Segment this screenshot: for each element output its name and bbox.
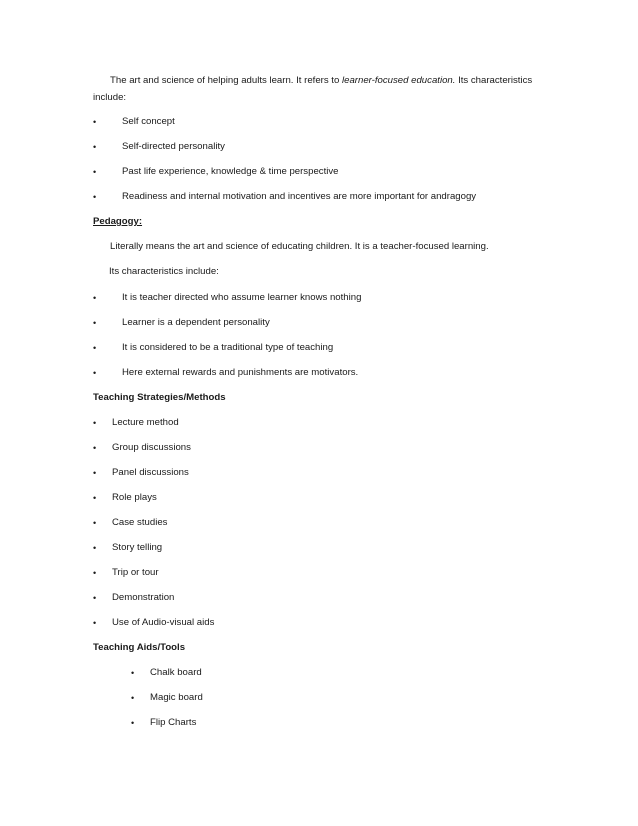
bullet-icon: •	[93, 618, 97, 628]
bullet-icon: •	[93, 493, 97, 503]
intro-text-start: The art and science of helping adults learn. It refers to	[110, 75, 342, 86]
strategy-item: Trip or tour	[112, 567, 159, 578]
bullet-icon: •	[93, 518, 97, 528]
bullet-icon: •	[131, 693, 135, 703]
pedagogy-item: It is teacher directed who assume learner knows nothing	[122, 292, 362, 303]
pedagogy-heading: Pedagogy:	[93, 216, 143, 227]
bullet-icon: •	[93, 568, 97, 578]
strategy-item: Group discussions	[112, 442, 191, 453]
intro-paragraph-line1	[110, 75, 532, 87]
andragogy-item: Past life experience, knowledge & time perspective	[122, 166, 339, 177]
bullet-icon: •	[93, 468, 97, 478]
bullet-icon: •	[131, 668, 135, 678]
aid-item: Chalk board	[150, 667, 202, 678]
aids-heading: Teaching Aids/Tools	[93, 642, 186, 653]
andragogy-item: Readiness and internal motivation and incentives are more important for andragogy	[122, 191, 477, 202]
strategy-item: Panel discussions	[112, 467, 189, 478]
bullet-icon: •	[93, 543, 97, 553]
bullet-icon: •	[93, 142, 97, 152]
pedagogy-item: Learner is a dependent personality	[122, 317, 270, 328]
bullet-icon: •	[93, 343, 97, 353]
strategy-item: Demonstration	[112, 592, 175, 603]
aid-item: Magic board	[150, 692, 203, 703]
bullet-icon: •	[131, 718, 135, 728]
pedagogy-item: Here external rewards and punishments are motivators.	[122, 367, 359, 378]
bullet-icon: •	[93, 318, 97, 328]
strategy-item: Role plays	[112, 492, 157, 503]
bullet-icon: •	[93, 418, 97, 428]
andragogy-item: Self-directed personality	[122, 141, 225, 152]
bullet-icon: •	[93, 593, 97, 603]
strategy-item: Lecture method	[112, 417, 179, 428]
pedagogy-char-intro: Its characteristics include:	[109, 266, 219, 277]
strategy-item: Case studies	[112, 517, 168, 528]
pedagogy-definition: Literally means the art and science of educating children. It is a teacher-focused learning.	[110, 241, 489, 252]
bullet-icon: •	[93, 368, 97, 378]
bullet-icon: •	[93, 293, 97, 303]
intro-paragraph-line2: include:	[93, 92, 127, 103]
bullet-icon: •	[93, 117, 97, 127]
strategy-item: Story telling	[112, 542, 163, 553]
pedagogy-item: It is considered to be a traditional type of teaching	[122, 342, 334, 353]
bullet-icon: •	[93, 192, 97, 202]
bullet-icon: •	[93, 167, 97, 177]
andragogy-item: Self concept	[122, 116, 175, 127]
strategies-heading: Teaching Strategies/Methods	[93, 392, 226, 403]
intro-text-end: Its characteristics	[455, 75, 533, 86]
strategy-item: Use of Audio-visual aids	[112, 617, 215, 628]
bullet-icon: •	[93, 443, 97, 453]
aid-item: Flip Charts	[150, 717, 197, 728]
intro-text-italic: learner-focused education.	[341, 75, 456, 86]
